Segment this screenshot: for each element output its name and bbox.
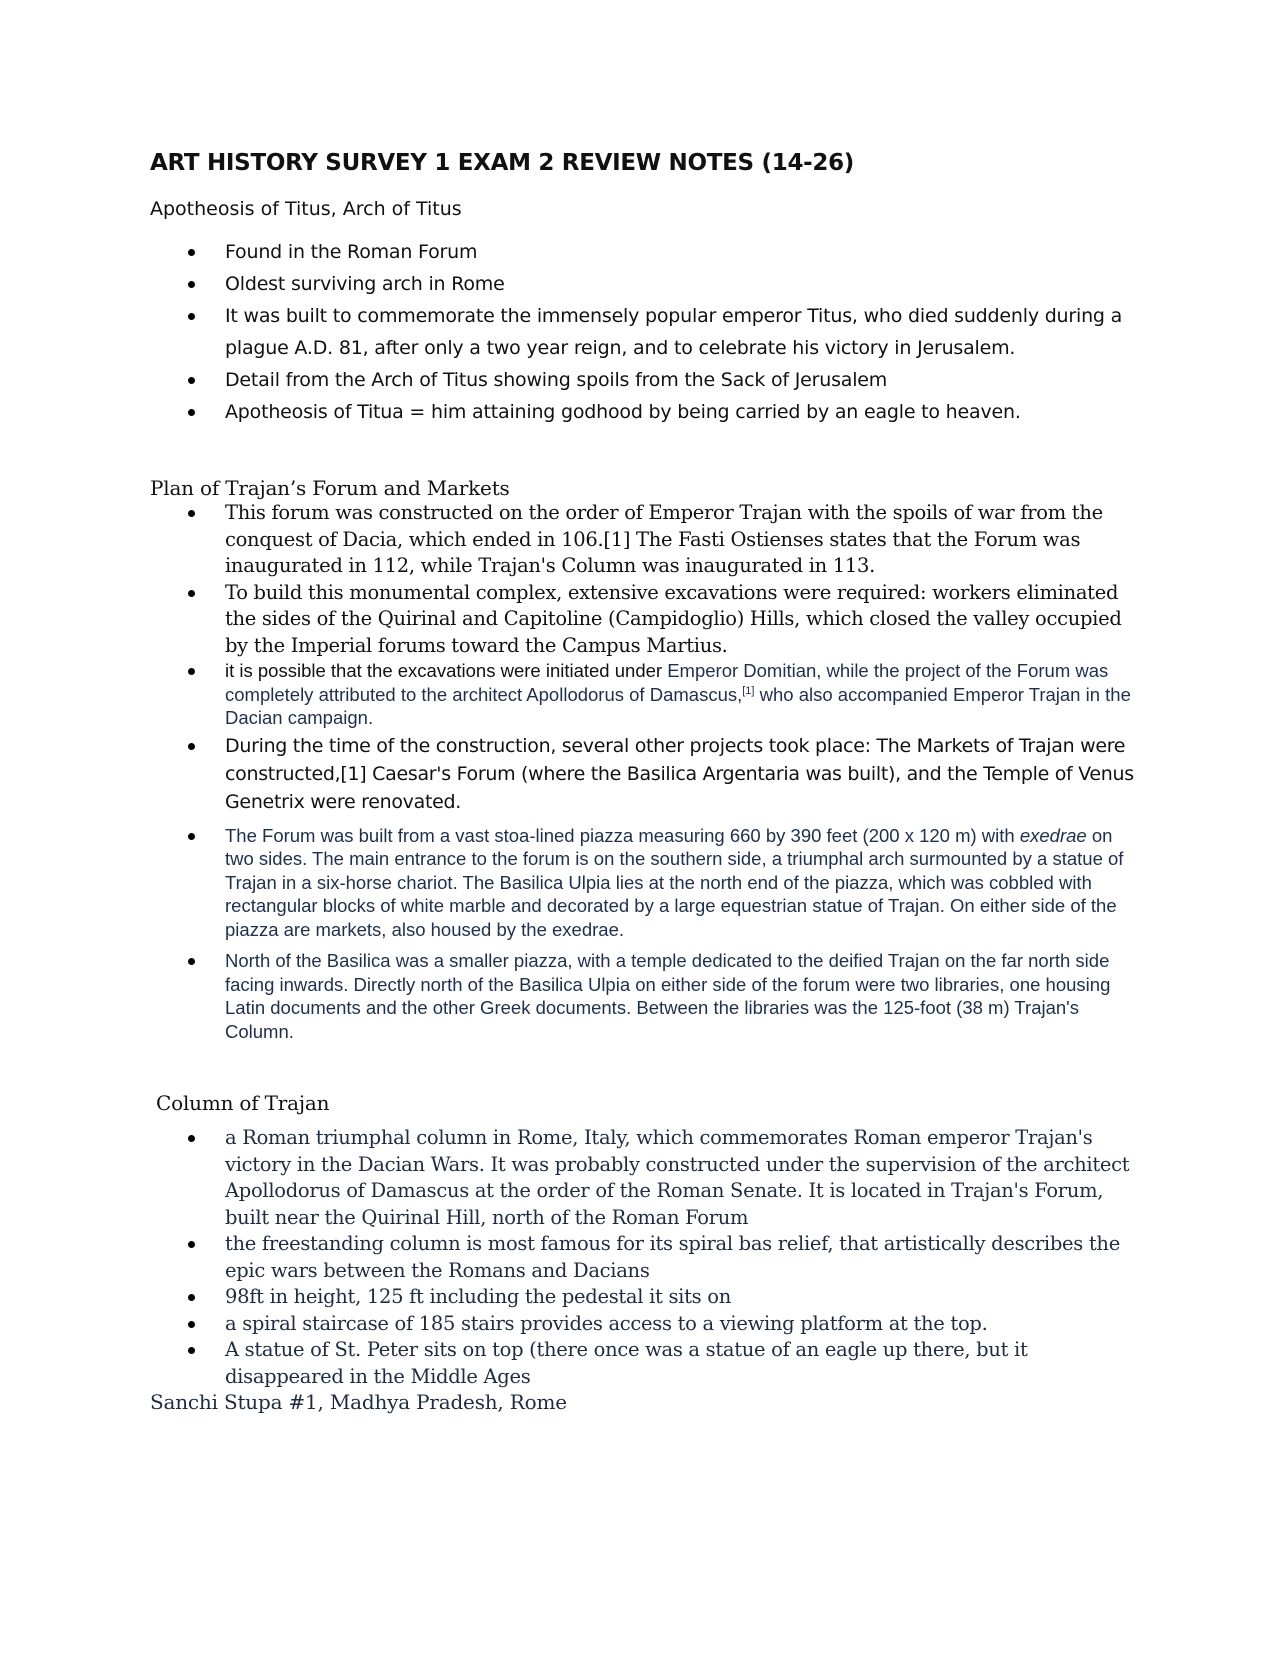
bullet-list [150,236,1140,428]
section-heading: Column of Trajan [156,1091,330,1115]
trailing-heading: Sanchi Stupa #1, Madhya Pradesh, Rome [150,1390,567,1414]
section-arch-of-titus [150,198,1140,428]
list-item: This forum was constructed on the order of Emperor Trajan with the spoils of war from the conquest of Dacia, which ended in 106.[1] The Fasti Ostienses states that the Forum was inaugurated in 112, while Trajan's Column was inaugurated in 113. [150,500,1140,580]
list-item: A statue of St. Peter sits on top (there once was a statue of an eagle up there, but it disappeared in the Middle Ages [150,1337,1140,1390]
list-item: Apotheosis of Titua = him attaining godhood by being carried by an eagle to heaven. [150,396,1140,428]
text-run: who also accompanied Emperor Trajan in the Dacian campaign. [225,683,1131,728]
section-column-of-trajan [150,1091,1140,1414]
section-trajans-forum [150,476,1140,1043]
list-item: Oldest surviving arch in Rome [150,268,1140,300]
text-run: The Forum was built from a vast stoa-lined piazza measuring 660 by 390 feet (200 x 120 m) with [225,824,1020,846]
text-run: on two sides. The main entrance to the forum is on the southern side, a triumphal arch surmounted by a statue of Trajan in a six-horse chariot. The Basilica Ulpia lies at the north end of the piazza, which was cobbled with rectangular blocks of white marble and decorated by a large equestrian statue of Trajan. On either side of the piazza are markets, also housed by the exedrae. [225,824,1124,940]
list-item [150,659,1140,730]
list-item: During the time of the construction, several other projects took place: The Markets of Trajan were constructed,[1] Caesar's Forum (where the Basilica Argentaria was built), and the Temple of Venus Genetrix were renovated. [150,732,1140,816]
list-item: North of the Basilica was a smaller piazza, with a temple dedicated to the deified Trajan on the far north side facing inwards. Directly north of the Basilica Ulpia on either side of the forum were two libraries, one housing Latin documents and the other Greek documents. Between the libraries was the 125-foot (38 m) Trajan's Column. [150,949,1140,1043]
text-run: Emperor Domitian, while the project of the Forum was completely attributed to the architect Apollodorus of Damascus, [225,660,1109,705]
list-item: Found in the Roman Forum [150,236,1140,268]
bullet-list [150,1125,1140,1390]
footnote-ref: [1] [742,684,755,697]
document-body [150,150,1140,1414]
list-item [150,824,1140,942]
text-run: it is possible that the excavations were initiated under [225,660,668,681]
list-item: the freestanding column is most famous for its spiral bas relief, that artistically describes the epic wars between the Romans and Dacians [150,1231,1140,1284]
list-item: a spiral staircase of 185 stairs provides access to a viewing platform at the top. [150,1311,1140,1338]
section-heading: Apotheosis of Titus, Arch of Titus [150,198,462,220]
list-item: It was built to commemorate the immensely popular emperor Titus, who died suddenly during a plague A.D. 81, after only a two year reign, and to celebrate his victory in Jerusalem. [150,300,1140,364]
bullet-list [150,500,1140,1043]
list-item: a Roman triumphal column in Rome, Italy, which commemorates Roman emperor Trajan's victory in the Dacian Wars. It was probably constructed under the supervision of the architect Apollodorus of Damascus at the order of the Roman Senate. It is located in Trajan's Forum, built near the Quirinal Hill, north of the Roman Forum [150,1125,1140,1231]
section-heading: Plan of Trajan’s Forum and Markets [150,476,510,500]
text-run-italic: exedrae [1019,824,1087,846]
list-item: To build this monumental complex, extensive excavations were required: workers eliminated the sides of the Quirinal and Capitoline (Campidoglio) Hills, which closed the valley occupied by the Imperial forums toward the Campus Martius. [150,580,1140,660]
list-item: Detail from the Arch of Titus showing spoils from the Sack of Jerusalem [150,364,1140,396]
document-title: ART HISTORY SURVEY 1 EXAM 2 REVIEW NOTES (14-26) [150,150,855,176]
list-item: 98ft in height, 125 ft including the pedestal it sits on [150,1284,1140,1311]
